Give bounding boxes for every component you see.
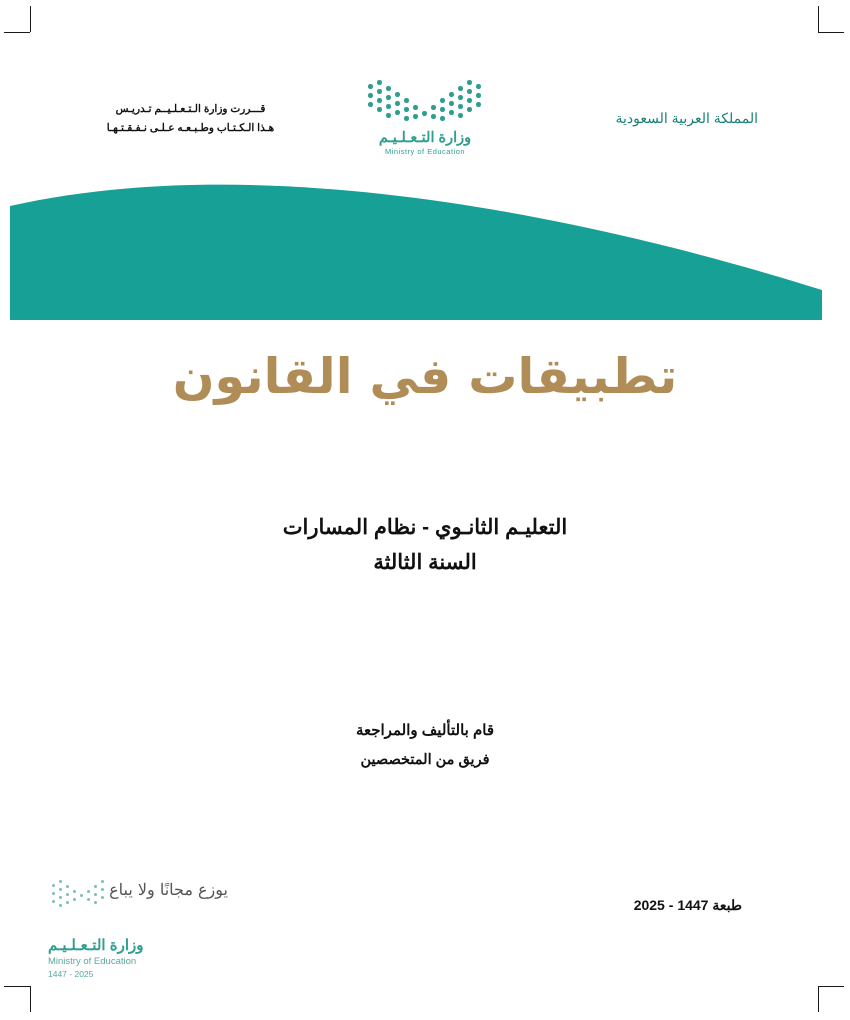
ministry-logo-bottom xyxy=(48,937,198,980)
authors-block xyxy=(0,716,850,774)
ministry-logo-bottom-name-ar: وزارة التـعـلـيـم xyxy=(48,937,144,954)
ministry-logo-top-name-ar: وزارة التـعـلـيـم xyxy=(378,130,472,146)
crop-mark-bottom-left xyxy=(30,986,31,1012)
crop-mark-top-left xyxy=(30,6,31,32)
subtitle-stage: التعليـم الثانـوي - نظام المسارات xyxy=(282,516,568,539)
crop-mark-bottom-left-h xyxy=(4,986,30,987)
free-distribution-text: يوزع مجانًا ولا يباع xyxy=(109,880,228,899)
crop-mark-top-right-h xyxy=(818,32,844,33)
cover-header xyxy=(0,78,850,168)
ministry-dots-icon xyxy=(366,78,484,126)
subtitle-block xyxy=(0,512,850,582)
crop-mark-top-left-h xyxy=(4,32,30,33)
edition-label: طبعة 1447 - 2025 xyxy=(633,897,742,913)
authors-value: فريق من المتخصصين xyxy=(360,752,490,768)
ministry-decision-note xyxy=(98,100,283,138)
page-title: تطبيقات في القانون xyxy=(172,348,678,405)
free-distribution-mark xyxy=(48,876,228,926)
teal-swoosh-band xyxy=(0,180,850,320)
ministry-logo-bottom-years: 1447 - 2025 xyxy=(48,969,94,979)
free-distribution-dots-icon xyxy=(52,878,110,912)
crop-mark-top-right xyxy=(818,6,819,32)
subtitle-year: السنة الثالثة xyxy=(373,551,477,574)
crop-mark-bottom-right xyxy=(818,986,819,1012)
decision-line-2: هـذا الـكـتـاب وطـبـعـه عـلـى نـفـقـتـهـا xyxy=(106,122,275,134)
ministry-logo-top xyxy=(345,78,505,156)
crop-mark-bottom-right-h xyxy=(818,986,844,987)
ministry-logo-top-name-en: Ministry of Education xyxy=(384,147,466,156)
authors-heading: قام بالتأليف والمراجعة xyxy=(355,722,495,739)
ministry-logo-bottom-name-en: Ministry of Education xyxy=(48,956,137,967)
decision-line-1: قـــررت وزارة الـتـعـلـيــم تـدريـس xyxy=(115,103,266,115)
kingdom-label: المملكة العربية السعودية xyxy=(615,110,758,126)
